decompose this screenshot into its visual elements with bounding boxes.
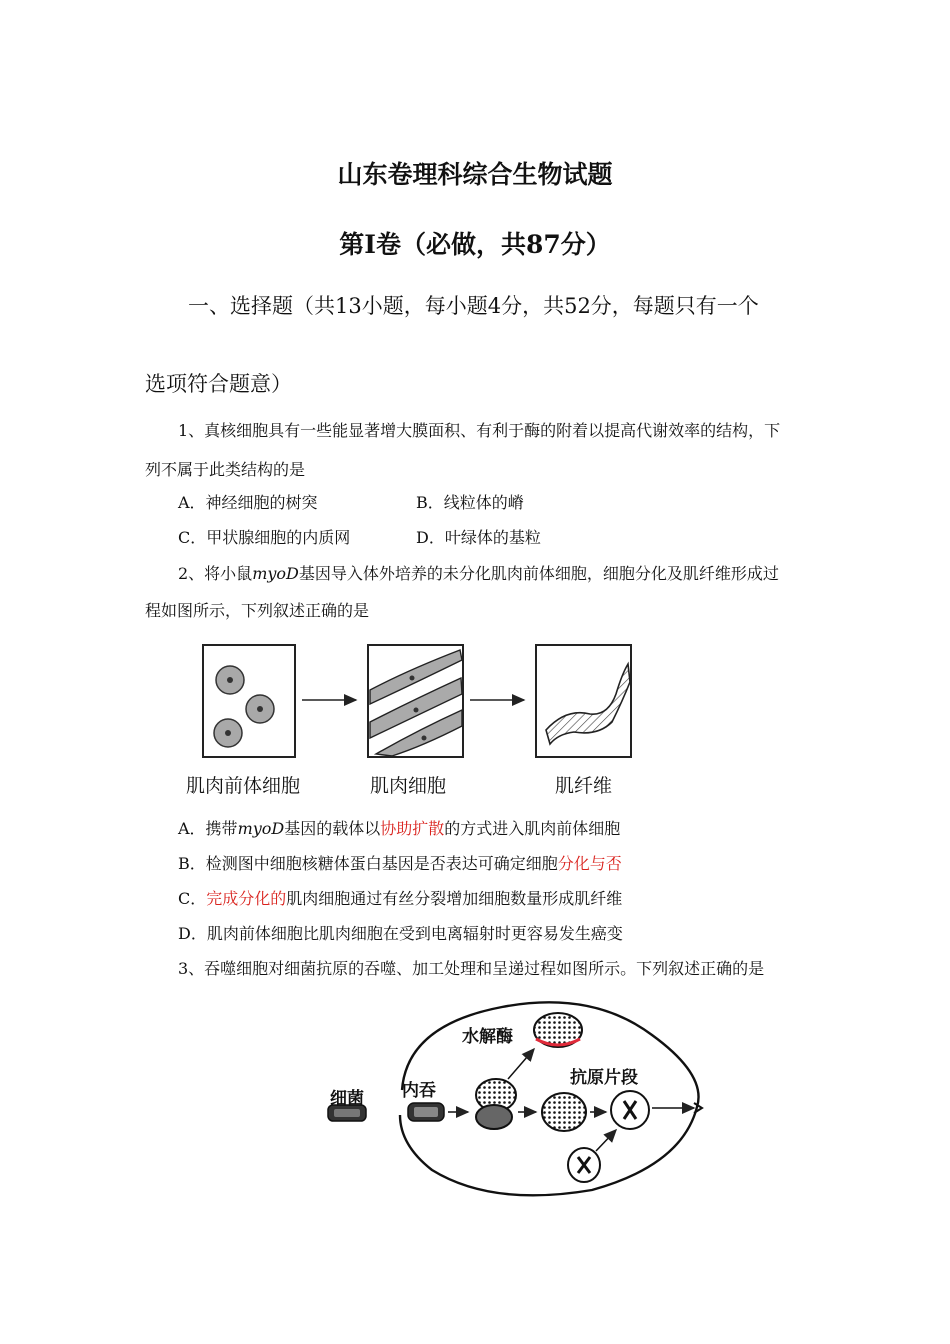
q1-option-d: D．叶绿体的基粒	[416, 528, 541, 547]
phagolysosome	[542, 1093, 586, 1131]
gene-name: myoD	[252, 564, 299, 583]
section-heading-line1: 一、选择题（共13小题，每小题4分，共52分，每题只有一个	[188, 294, 759, 318]
page-title: 山东卷理科综合生物试题	[337, 160, 613, 189]
label-hydrolase: 水解酶	[462, 1027, 513, 1047]
q2-stem-line2: 程如图所示，下列叙述正确的是	[145, 601, 370, 620]
muscle-fiber-panel	[536, 645, 631, 757]
label-precursor-cells: 肌肉前体细胞	[186, 775, 301, 797]
label-muscle-fiber: 肌纤维	[555, 775, 613, 797]
section-heading-line2: 选项符合题意）	[145, 372, 292, 396]
q2-option-d: D．肌肉前体细胞比肌肉细胞在受到电离辐射时更容易发生癌变	[178, 924, 623, 943]
label-antigen-fragment: 抗原片段	[570, 1068, 638, 1088]
q2-stem-line1: 2、将小鼠myoD基因导入体外培养的未分化肌肉前体细胞，细胞分化及肌纤维形成过	[178, 564, 779, 583]
q1-stem-line1: 1、真核细胞具有一些能显著增大膜面积、有利于酶的附着以提高代谢效率的结构，下	[178, 421, 781, 440]
q3-phagocyte-figure	[322, 995, 722, 1205]
q2-option-c: C．完成分化的肌肉细胞通过有丝分裂增加细胞数量形成肌纤维	[178, 889, 623, 908]
label-endocytosis: 内吞	[402, 1081, 436, 1101]
q2-option-b: B．检测图中细胞核糖体蛋白基因是否表达可确定细胞分化与否	[178, 854, 622, 873]
q1-option-a: A．神经细胞的树突	[178, 493, 318, 512]
q1-stem-line2: 列不属于此类结构的是	[145, 460, 306, 479]
q2-option-a: A．携带myoD基因的载体以协助扩散的方式进入肌肉前体细胞	[178, 819, 621, 838]
part-title: 第I卷（必做，共87分）	[339, 230, 611, 259]
q2-cell-differentiation-figure	[198, 642, 668, 767]
q1-option-b: B．线粒体的嵴	[416, 493, 524, 512]
highlight-text: 协助扩散	[380, 819, 445, 838]
label-muscle-cells: 肌肉细胞	[370, 775, 447, 797]
q1-option-c: C．甲状腺细胞的内质网	[178, 528, 351, 547]
highlight-text: 完成分化的	[206, 889, 287, 908]
label-bacteria: 细菌	[330, 1089, 364, 1109]
precursor-cells-panel	[203, 645, 295, 757]
muscle-cells-panel	[368, 645, 463, 757]
q3-stem: 3、吞噬细胞对细菌抗原的吞噬、加工处理和呈递过程如图所示。下列叙述正确的是	[178, 959, 765, 978]
highlight-text: 分化与否	[557, 854, 622, 873]
